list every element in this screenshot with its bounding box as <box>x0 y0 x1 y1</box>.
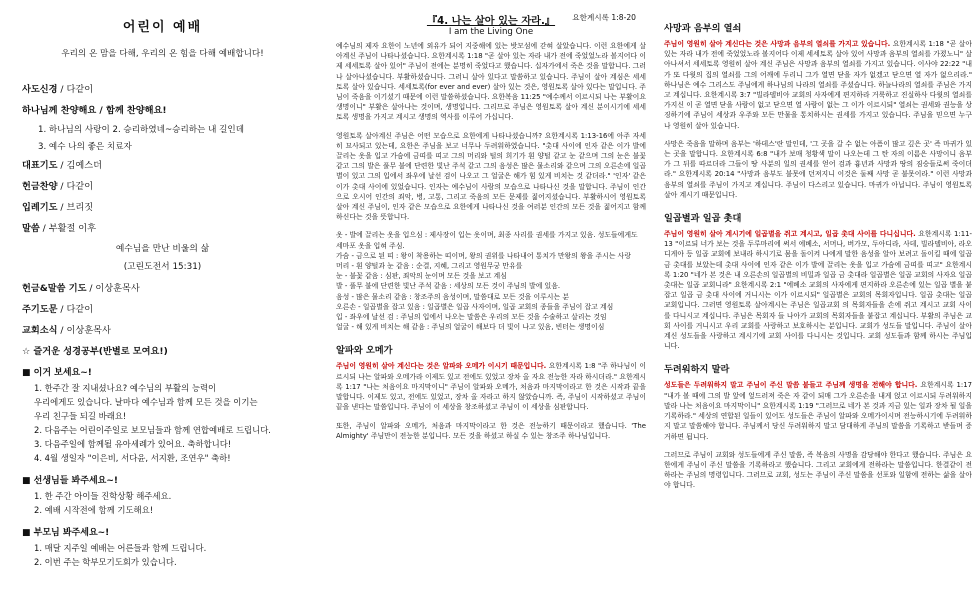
notice-kids-title: ■ 이거 보세요~! <box>22 365 311 378</box>
order-item <box>22 343 311 357</box>
order-item-value: / 다같이 <box>57 84 94 95</box>
order-item <box>22 322 311 336</box>
worship-order-list-2 <box>14 280 311 357</box>
sermon-reference: (고린도전서 15:31) <box>123 262 202 272</box>
order-sub-item: 3. 예수 나의 좋은 치료자 <box>38 142 132 152</box>
section-heading: 일곱별과 일곱 촛대 <box>664 213 742 225</box>
order-item-label: 교회소식 <box>22 325 58 336</box>
notice-teachers <box>22 473 311 517</box>
sermon-paragraph: 예수님의 제자 요한이 노년에 외유가 되어 지중해에 있는 밧모섬에 갇혀 살았습니다. 이런 요한에게 살아계신 주님이 나타나셨습니다. 요한계시록 1:18 "곧 살아 있는 자라 내가 전에 죽었었노라 볼지어다 이제 세세토록 살아 있어" 주님이 전에는 분명히 죽었다고 했습니다. 십자가에서 죽은 것을 말합니다. 그러나 살아나셨습니다. 부활하셨습니다. 그러니 살아 있다고 말씀하고 있습니다. 주님이 살아 계심은 세세토록 살아 있습니다. 세세토록(for ever and ever) 살아 있는 것은, 영원토록 살아 있다는 말입니다. 주님이 죽음을 이기셨기 때문에 이런 말씀하셨습니다. 요한복음 11:25 "예수께서 이르시되 나는 부활이요 생명이니" 부활은 살아나는 것이며, 생명입니다. 그리므로 주님은 영원토록 살아 계신 분이시기에 세세토록 생명을 가지고 계시고 생명의 역사를 이루어 가십니다. <box>336 42 646 122</box>
sermon-paragraph <box>664 380 972 441</box>
sermon-paragraph: 영원토록 살아계신 주님은 어떤 모습으로 요한에게 나타나셨습니까? 요한계시록 1:13-16에 아주 자세히 묘사되고 있는데, 요한은 주님을 보고 너무나 두려워하였습니다. "촛대 사이에 인자 같은 이가 발에 끌리는 옷을 입고 가슴에 금띠를 띠고 그의 머리와 털의 희기가 흰 양털 같고 눈 같으며 그의 눈은 불꽃 같고 그의 발은 풀무 불에 단련한 빛난 주석 같고 그의 음성은 많은 물소리와 같으며 그의 오른손에 일곱 별이 있고 그의 입에서 좌우에 날선 검이 나오고 그 얼굴은 해가 힘 있게 비치는 것 같더라." '인자' 같은 이가 촛대 사이에 있었습니다. 인자는 예수님이 사람의 모습으로 나타나신 것을 말합니다. 주님이 인간으로 오시어 인간의 죄악, 병, 고통, 그리고 죽음의 모든 문제를 짊어지셨습니다. 부활하시어 영원토록 살아 계신 주님이, 인자 같은 모습으로 요한에게 나타나신 것을 여러분 인간의 모든 것을 짊어지고 함께 하신다는 것을 뜻합니다. <box>336 131 646 222</box>
order-item <box>22 280 311 294</box>
notice-item: 우리에게도 있습니다. 날마다 예수님과 함께 모든 것을 이기는 <box>34 397 258 407</box>
order-item-value: / 부활절 이후 <box>39 223 96 234</box>
highlight-statement: 주님이 영원히 살아 계시기에 일곱별을 쥐고 계시고, 일곱 촛대 사이를 다니십니다. <box>664 230 916 239</box>
order-item <box>22 301 311 315</box>
highlight-statement: 성도들은 두려워하지 말고 주님이 주신 말씀 붙들고 주님께 생명을 전해야 합니다. <box>664 381 918 390</box>
order-item-value: / 이상훈목사 <box>57 325 111 336</box>
worship-motto: 우리의 온 맘을 다해, 우리의 온 힘을 다해 예배합니다! <box>61 49 264 59</box>
sermon-paragraph <box>664 39 972 131</box>
paragraph-text: 요한계시록 1:11-13 "이르되 너가 보는 것을 두루마리에 써서 에베소, 서머나, 버가모, 두아디라, 사데, 빌라델비아, 라오디게아 등 일곱 교회에 보내라 하시기로 몸을 돌이켜 나에게 말한 음성을 알아 보려고 돌이킬 때에 일곱 금 촛대를 보았는데 촛대 사이에 인자 같은 이가 발에 끌리는 옷을 입고 가슴에 금띠를 띠고" 요한계시록 1:20 "네가 본 것은 내 오른손의 일곱별의 비밀과 일곱 금 촛대라 일곱별은 일곱 교회의 사자요 일곱 촛대는 일곱 교회니라" 요한계시록 2:1 "에베소 교회의 사자에게 편지하라 오른손에 있는 일곱 별을 붙잡고 일곱 금 촛대 사이에 거니시는 이가 이르시되" 일곱별은 교회의 목회자입니다. 일곱 촛대는 일곱 교회입니다. 그러면 영원토록 살아계시는 주님은 일곱교회 의 목회자들을 손에 쥐고 계시고 교회 사이를 다니시고 계십니다. 주님은 목회자 들 나아가 교회의 목회자들을 붙잡고 계십니다. 부활의 주님은 교회 사이를 거니시고 우리 교회를 사랑하고 보호하시는 분입니다. 교회가 성도들 말입니다. 주님이 살아계신 성도들을 사랑하고 계시기에 교회 사이를 다니시는 것입니다. 교회 성도들과 함께 하시는 주님입니다. <box>664 230 972 351</box>
order-item-label: 하나님께 찬양해요 / 함께 찬양해요! <box>22 105 167 116</box>
sermon-paragraph: 또한, 주님이 알파와 오메가, 처음과 마지막이라고 한 것은 전능하기 때문이라고 했습니다. 'The Almighty' 주님만이 전능한 분입니다. 모든 것을 하셨고 하실 수 있는 창조주 하나님입니다. <box>336 421 646 440</box>
order-item <box>22 220 311 234</box>
glossary-entry: 얼굴 - 해 있게 비치는 해 같음 : 주님의 얼굴이 해보다 더 빛이 나고 있음, 빈터는 생명이심 <box>336 323 605 332</box>
paragraph-text: 요한계시록 1:8 "주 하나님이 이르시되 나는 알파와 오메가라 이제도 있고 전에도 있었고 장차 올 자요 전능한 자라 하시더라." 요한계시록 1:17 "나는 처음이요 마지막이니" 주님이 알파와 오메가, 처음과 마지막이라고 한 것은 시작과 끝을 말합니다. 이제도 있고, 전에도 있었고, 장차 올 자라고 하지 않았습니까. 즉, 주님이 시작하셨고 주님이 끝을 낸다는 말씀입니다. 주님이 이 세상을 창조하셨고 주님이 이 세상을 심판합니다. <box>336 362 646 412</box>
bulletin-title: 어린이 예배 <box>122 20 203 35</box>
order-item-value: / 다같이 <box>57 304 94 315</box>
scripture-reference: 요한계시록 1:8-20 <box>572 13 636 22</box>
order-item-value: / 김예스더 <box>57 160 102 171</box>
glossary-entry: 머리 - 흰 양털과 눈 같음 : 순결, 지혜, 그리고 영원무궁 만유를 <box>336 262 523 271</box>
order-item-label: 말씀 <box>22 223 40 234</box>
sermon-paragraph <box>336 361 646 412</box>
order-item-label: 헌금찬양 <box>22 181 58 192</box>
order-item <box>22 81 311 95</box>
glossary-entry: 발 - 풀무 불에 단련한 빛난 주석 같음 : 세상의 모든 것이 주님의 발에 있음. <box>336 282 561 291</box>
notice-item: 1. 한 주간 아이들 진학상황 해주세요. <box>34 491 172 501</box>
order-item <box>22 178 311 192</box>
order-item-value: / 다같이 <box>57 181 94 192</box>
symbol-glossary <box>336 230 646 332</box>
highlight-statement: 주님이 영원히 살아 계신다는 것은 알파와 오메가 이시기 때문입니다. <box>336 362 547 371</box>
order-item-label: ☆ 즐거운 성경공부(반별로 모여요!) <box>22 346 168 357</box>
order-item-value: / 브리짓 <box>57 202 94 213</box>
notice-parents-items <box>22 542 311 569</box>
order-item <box>22 199 311 213</box>
order-item <box>22 102 311 116</box>
notice-item: 2. 예배 시작전에 함께 기도해요! <box>34 505 154 515</box>
glossary-entry: 입 - 좌우에 날선 검 : 주님의 입에서 나오는 말씀은 우리의 모든 것을 수술하고 살리는 것임 <box>336 313 607 322</box>
notice-parents <box>22 525 311 569</box>
notice-item: 4. 4월 생일자 "이은비, 서다윤, 서지환, 조연우" 축하! <box>34 453 231 463</box>
glossary-entry: 음성 - 많은 물소리 같음 : 창조주의 음성이며, 말씀대로 모든 것을 이루시는 분 <box>336 292 569 301</box>
highlight-statement: 주님이 영원히 살아 계신다는 것은 사망과 음부의 열쇠를 가지고 있습니다. <box>664 40 891 48</box>
notice-item: 3. 다음주일에 함께될 유아세례가 있어요. 축하합니다! <box>34 439 232 449</box>
section-heading: 알파와 오메가 <box>336 345 393 357</box>
sermon-title: 예수님을 만난 비울의 삶 <box>115 244 210 254</box>
sermon-paragraph: 그러므로 주님이 교회와 성도들에게 주신 말씀, 즉 복음의 사명을 감당해야 한다고 했습니다. 주님은 요한에게 주님이 주신 말씀을 기록하라고 했습니다. 그리고 교회에게 전하라는 말씀입니다. 한결같이 전하라는 주님의 명령입니다. 그러므로 교회, 성도는 주님이 주신 말씀을 선포와 일함에 전하는 삶을 살아야 합니다. <box>664 450 972 490</box>
paragraph-text: 요한계시록 1:17 "내가 볼 때에 그의 발 앞에 엎드러져 죽은 자 같이 되매 그가 오른손을 내게 얹고 이르시되 두려워하지 말라 나는 처음이요 마지막이니" 요한계시록 1:19 "그러므로 네가 본 것과 지금 있는 일과 장차 될 일을 기록하라." 세상의 연합된 일들이 있어도 성도들은 주님이 알파와 오메가이시며 전능하시기에 두려워하지 말고 말씀해야 합니다. 주님께서 당신 두려워하지 말고 담대하게 주님의 말씀을 기록하고 받들며 증거하면 됩니다. <box>664 381 972 441</box>
order-item-label: 헌금&말씀 기도 <box>22 283 87 294</box>
notice-item: 2. 다음주는 어린이주일로 보모님들과 함께 연합예배로 드립니다. <box>34 425 271 435</box>
paragraph-text: 요한계시록 1:18 "곧 살아 있는 자라 내가 전에 죽었었노라 볼지어다 이제 세세토록 살아 있어 사망과 음부의 열쇠를 가졌노니" 살아나셔서 세세토록 영원히 살아 계신 주님은 사망과 음부의 열쇠를 가지고 있습니다. 이사야 22:22 "내가 또 다윗의 집의 열쇠를 그의 어깨에 두리니 그가 열면 닫을 자가 없겠고 닫으면 열 자가 없으리라." 하나님은 예수 그리스도 주님에게 하나님의 나라의 열쇠를 주셨습니다. 하늘나라의 열쇠를 주님은 가지고 계십니다. 요한계시록 3:7 "빌라델비아 교회의 사자에게 편지하라 거룩하고 진실하사 다윗의 열쇠를 가지신 이 곧 열면 닫을 사람이 없고 닫으면 열 사람이 없는 그 이가 이르시되" 열쇠는 권세와 권능을 상징하기에 주님이 세상과 우주와 모든 만물을 통치하시는 권세를 가지고 있습니다. 주님을 믿으면 누구나 영원히 살아 있습니다. <box>664 40 972 130</box>
order-item-label: 사도신경 <box>22 84 58 95</box>
section-heading: 사망과 음부의 열쇠 <box>664 23 742 34</box>
sermon-column-middle <box>330 0 652 595</box>
sermon-column-right <box>656 0 980 595</box>
notice-parents-title: ■ 부모님 봐주세요~! <box>22 525 311 538</box>
notice-item: 1. 한주간 잘 지내셨나요? 예수님의 부활의 능력이 <box>34 383 217 393</box>
notice-item: 1. 매달 지주일 예배는 어른들과 함께 드립니다. <box>34 543 207 553</box>
notice-item: 2. 이번 주는 학부모기도회가 있습니다. <box>34 557 177 567</box>
notice-teachers-items <box>22 490 311 517</box>
glossary-entry: 오른손 - 일곱별을 잡고 있음 : 일곱별은 일곱 사자이며, 일곱 교회의 종들을 주님이 잡고 계심 <box>336 302 614 311</box>
order-item-label: 대표기도 <box>22 160 58 171</box>
glossary-entry: 눈 - 불꽃 같음 : 심판, 죄악의 눈이며 모든 것을 보고 계심 <box>336 272 507 281</box>
order-item-label: 주기도문 <box>22 304 58 315</box>
notice-teachers-title: ■ 선생님들 봐주세요~! <box>22 473 311 486</box>
glossary-entry: 옷 - 발에 끌리는 옷을 입으심 : 제사장이 입는 옷이며, 최종 사리를 권세를 가지고 있음. 성도들에게도 세마포 옷을 입혀 주심. <box>336 231 638 250</box>
order-item <box>22 157 311 171</box>
bulletin-column-left <box>0 0 325 595</box>
sermon-paragraph <box>664 229 972 351</box>
order-sub-item: 1. 하나님의 사랑이 2. 승리하였네~승리하는 내 길인데 <box>38 125 245 135</box>
sermon-paragraph: 사망은 죽음을 말하며 음부는 '하데스'란 말인데, '그 곳을 갈 수 없는 아픔이 많고 깊은 곳' 즉 마귀가 있는 곳을 말합니다. 요한계시록 6:8 "내가 보매 청황색 말이 나오는데 그 탄 자의 이름은 사망이니 음부가 그 뒤를 따르더라 그들이 땅 사분의 일의 권세를 얻어 검과 흉년과 사망과 땅의 짐승들로써 죽이더라." 요한계시록 20:14 "사망과 음부도 불못에 던져지니 이것은 둘째 사망 곧 불못이라." 이런 사망과 음부의 열쇠를 주님이 가지고 계십니다. 주님이 다스리고 있습니다. 마귀가 아닙니다. 주님이 영원토록 살아 계시기 때문입니다. <box>664 139 972 199</box>
order-item-label: 입례기도 <box>22 202 58 213</box>
sermon-subtitle: I am the Living One <box>448 27 534 37</box>
glossary-entry: 가슴 - 금으로 된 띠 : 왕이 착용하는 띠이며, 왕의 권위를 나타내어 통치가 만왕의 왕을 주시는 사랑 <box>336 251 631 260</box>
order-item-value: / 이상훈목사 <box>86 283 140 294</box>
notice-item: 우리 친구들 되길 바래요! <box>34 411 127 421</box>
worship-order-list <box>14 81 311 234</box>
sermon-heading: 『4. 나는 살아 있는 자라.』 <box>426 16 556 27</box>
notice-kids-items <box>22 382 311 465</box>
section-heading: 두려워하지 말라 <box>664 364 730 376</box>
notice-kids <box>22 365 311 465</box>
